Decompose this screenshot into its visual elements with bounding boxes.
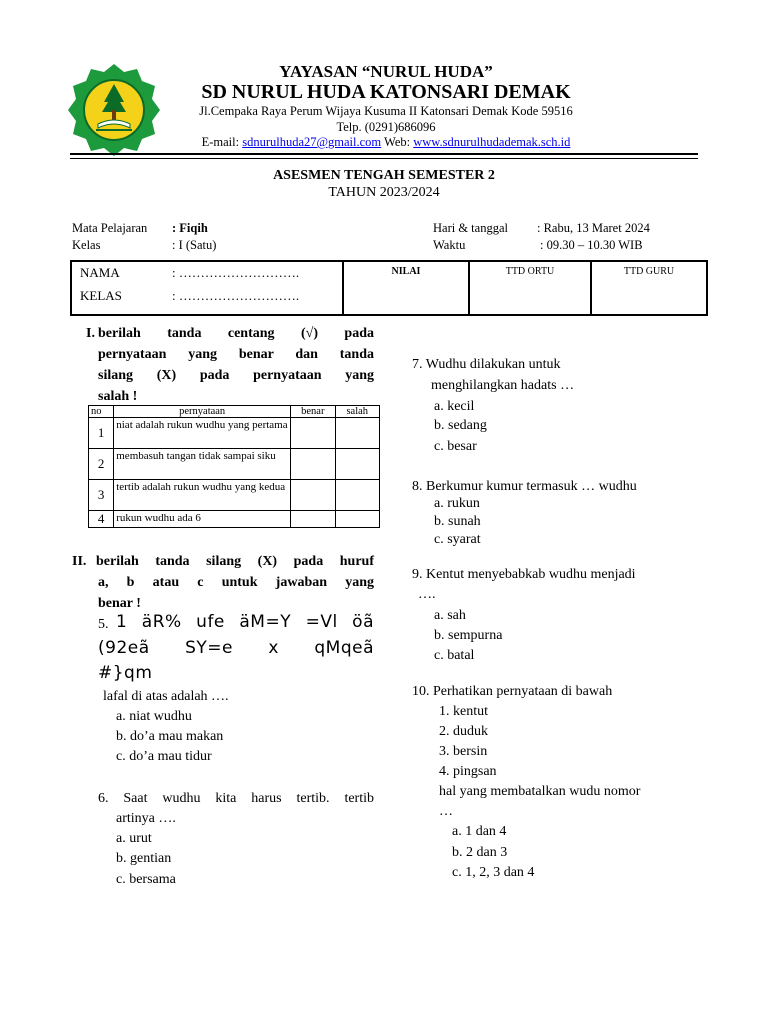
q10-item-4: 4. pingsan: [439, 764, 497, 779]
q8-text-1: 8. Berkumur kumur termasuk … wudhu: [412, 479, 637, 494]
date-value: : Rabu, 13 Maret 2024: [537, 221, 650, 235]
web-label: Web:: [384, 135, 411, 149]
table-row: [89, 418, 380, 449]
q5-option-b[interactable]: b. do’a mau makan: [116, 729, 224, 744]
benar-cell[interactable]: [291, 480, 335, 511]
q9-option-c[interactable]: c. batal: [434, 648, 475, 663]
kelas-label: KELAS: [80, 288, 122, 303]
q5-option-c[interactable]: c. do’a mau tidur: [116, 749, 212, 764]
q9-text-2: ….: [418, 587, 436, 602]
subject-value: : Fiqih: [172, 221, 208, 235]
exam-title: ASESMEN TENGAH SEMESTER 2: [273, 168, 495, 183]
q9-text-1: 9. Kentut menyebabkab wudhu menjadi: [412, 567, 636, 582]
row-no: 4: [89, 511, 114, 528]
section2-number: II.: [72, 554, 87, 569]
q6-text-2: artinya ….: [116, 811, 176, 826]
ttd-guru-label: TTD GURU: [623, 266, 675, 277]
q10-text-3: …: [439, 804, 453, 819]
school-name: SD NURUL HUDA KATONSARI DEMAK: [201, 81, 571, 103]
subject-label: Mata Pelajaran: [72, 221, 148, 235]
header-divider-thick: [70, 153, 698, 155]
q9-option-a[interactable]: a. sah: [434, 608, 466, 623]
nilai-cell[interactable]: [342, 262, 468, 314]
section1-instruction-2: pernyataan yang benar dan tanda: [98, 347, 374, 362]
benar-cell[interactable]: [291, 511, 335, 528]
ttd-ortu-cell[interactable]: [468, 262, 590, 314]
class-value: : I (Satu): [172, 238, 217, 252]
col-no: no: [89, 406, 114, 418]
q5-arabic-1: 1 äR% ufe äM=Y =Vl öã: [116, 612, 374, 632]
section1-instruction-3: silang (X) pada pernyataan yang: [98, 368, 374, 383]
benar-cell[interactable]: [291, 449, 335, 480]
email-link[interactable]: sdnurulhuda27@gmail.com: [242, 135, 382, 149]
q7-option-c[interactable]: c. besar: [434, 439, 477, 454]
row-statement: rukun wudhu ada 6: [114, 511, 291, 528]
date-label: Hari & tanggal: [433, 221, 508, 235]
q7-text-1: 7. Wudhu dilakukan untuk: [412, 357, 561, 372]
header-divider-thin: [70, 158, 698, 159]
table-row: [89, 449, 380, 480]
row-no: 2: [89, 449, 114, 480]
row-statement: tertib adalah rukun wudhu yang kedua: [114, 480, 291, 511]
salah-cell[interactable]: [335, 418, 379, 449]
ttd-ortu-label: TTD ORTU: [505, 266, 555, 277]
salah-cell[interactable]: [335, 511, 379, 528]
section2-instruction-3: benar !: [98, 596, 141, 611]
q5-arabic-2: (92eã SY=e x qMqeã: [98, 638, 374, 658]
q7-option-b[interactable]: b. sedang: [434, 418, 487, 433]
q10-text-1: 10. Perhatikan pernyataan di bawah: [412, 684, 613, 699]
q10-option-a[interactable]: a. 1 dan 4: [452, 824, 507, 839]
school-address: Jl.Cempaka Raya Perum Wijaya Kusuma II Katonsari Demak Kode 59516: [199, 104, 573, 118]
q8-option-b[interactable]: b. sunah: [434, 514, 481, 529]
row-no: 1: [89, 418, 114, 449]
time-value: : 09.30 – 10.30 WIB: [540, 238, 643, 252]
q7-option-a[interactable]: a. kecil: [434, 399, 475, 414]
q10-text-2: hal yang membatalkan wudu nomor: [439, 784, 641, 799]
q6-text-1: 6. Saat wudhu kita harus tertib. tertib: [98, 791, 374, 806]
nama-label: NAMA: [80, 265, 120, 280]
q10-item-2: 2. duduk: [439, 724, 488, 739]
exam-year: TAHUN 2023/2024: [328, 185, 440, 200]
q10-item-3: 3. bersin: [439, 744, 488, 759]
class-label: Kelas: [72, 238, 101, 252]
q8-option-c[interactable]: c. syarat: [434, 532, 481, 547]
salah-cell[interactable]: [335, 480, 379, 511]
nama-field[interactable]: : ……………………….: [172, 265, 300, 280]
email-label: E-mail:: [201, 135, 240, 149]
time-label: Waktu: [433, 238, 466, 252]
q5-number: 5.: [98, 617, 109, 632]
q10-option-c[interactable]: c. 1, 2, 3 dan 4: [452, 865, 535, 880]
section1-number: I.: [86, 326, 95, 341]
nilai-label: NILAI: [391, 266, 421, 277]
section1-instruction-4: salah !: [98, 389, 138, 404]
table-row: [89, 480, 380, 511]
col-benar: benar: [291, 406, 335, 418]
web-link[interactable]: www.sdnurulhudademak.sch.id: [413, 135, 571, 149]
q10-option-b[interactable]: b. 2 dan 3: [452, 845, 508, 860]
q8-option-a[interactable]: a. rukun: [434, 496, 480, 511]
statement-table: [88, 405, 380, 528]
q5-arabic-3: #}qm: [98, 663, 153, 683]
row-statement: membasuh tangan tidak sampai siku: [114, 449, 291, 480]
section2-instruction-2: a, b atau c untuk jawaban yang: [98, 575, 374, 590]
row-statement: niat adalah rukun wudhu yang pertama: [114, 418, 291, 449]
ttd-guru-cell[interactable]: [590, 262, 706, 314]
student-id-box: [70, 260, 708, 316]
q9-option-b[interactable]: b. sempurna: [434, 628, 503, 643]
section2-instruction-1: berilah tanda silang (X) pada huruf: [96, 554, 374, 569]
table-row: [89, 511, 380, 528]
benar-cell[interactable]: [291, 418, 335, 449]
foundation-name: YAYASAN “NURUL HUDA”: [279, 62, 493, 81]
q7-text-2: menghilangkan hadats …: [431, 378, 575, 393]
q10-item-1: 1. kentut: [439, 704, 488, 719]
q5-option-a[interactable]: a. niat wudhu: [116, 709, 192, 724]
q6-option-a[interactable]: a. urut: [116, 831, 152, 846]
q6-option-b[interactable]: b. gentian: [116, 851, 172, 866]
col-salah: salah: [335, 406, 379, 418]
contact-line: [116, 135, 656, 150]
salah-cell[interactable]: [335, 449, 379, 480]
q5-text: lafal di atas adalah ….: [103, 689, 229, 704]
table-header-row: [89, 406, 380, 418]
q6-option-c[interactable]: c. bersama: [116, 872, 176, 887]
school-phone: Telp. (0291)686096: [336, 120, 436, 134]
col-pernyataan: pernyataan: [114, 406, 291, 418]
kelas-field[interactable]: : ……………………….: [172, 288, 300, 303]
section1-instruction-1: berilah tanda centang (√) pada: [98, 326, 374, 341]
row-no: 3: [89, 480, 114, 511]
